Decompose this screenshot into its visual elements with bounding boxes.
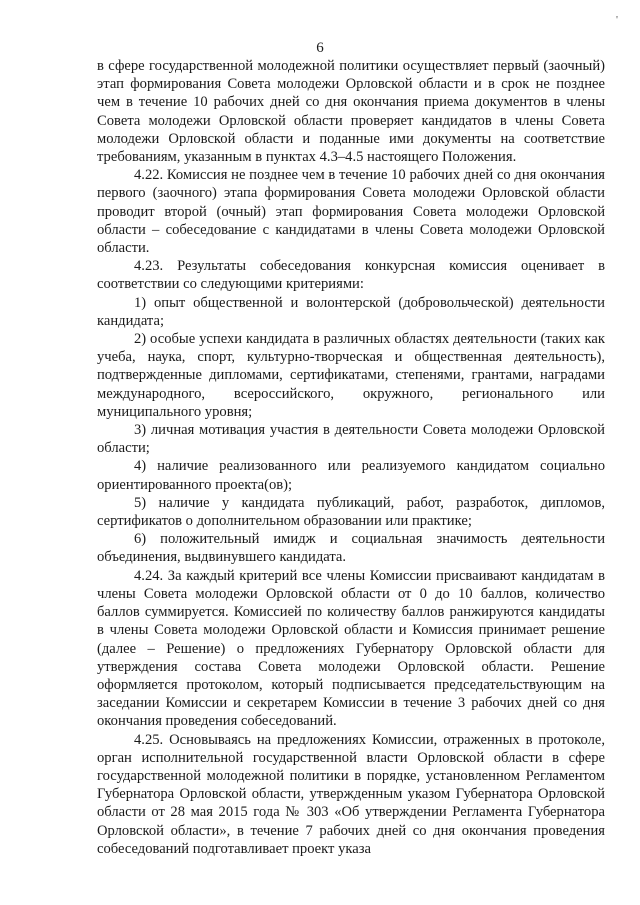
body-text	[97, 57, 605, 858]
page-number: 6	[316, 40, 324, 56]
paragraph-4-22: 4.22. Комиссия не позднее чем в течение 10 рабочих дней со дня окончания первого (заочного) этапа формирования Совета молодежи Орловской области проводит второй (очный) этап формирования Совета молодежи Орловской области – собеседование с кандидатами в члены Совета молодежи Орловской области.	[97, 167, 605, 257]
criterion-4: 4) наличие реализованного или реализуемого кандидатом социально ориентированного проекта(ов);	[97, 458, 605, 493]
criterion-3: 3) личная мотивация участия в деятельности Совета молодежи Орловской области;	[97, 422, 605, 457]
paragraph-4-23: 4.23. Результаты собеседования конкурсная комиссия оценивает в соответствии со следующими критериями:	[97, 258, 605, 293]
corner-mark: '	[616, 14, 618, 26]
paragraph-continuation: в сфере государственной молодежной политики осуществляет первый (заочный) этап формирования Совета молодежи Орловской области и в срок не позднее чем в течение 10 рабочих дней со дня окончания приема документов в члены Совета молодежи Орловской области проверяет кандидатов в члены Совета молодежи Орловской области и поданные ими документы на соответствие требованиям, указанным в пунктах 4.3–4.5 настоящего Положения.	[97, 58, 605, 166]
criterion-5: 5) наличие у кандидата публикаций, работ, разработок, дипломов, сертификатов о дополнительном образовании или практике;	[97, 494, 605, 530]
criterion-1: 1) опыт общественной и волонтерской (добровольческой) деятельности кандидата;	[97, 294, 605, 329]
paragraph-4-24: 4.24. За каждый критерий все члены Комиссии присваивают кандидатам в члены Совета молодежи Орловской области от 0 до 10 баллов, количество баллов суммируется. Комиссией по количеству баллов ранжируются кандидаты в члены Совета молодежи Орловской области и Комиссия принимает решение (далее – Решение) о предложениях Губернатору Орловской области для утверждения состава Совета молодежи Орловской области. Решение оформляется протоколом, который подписывается председательствующим на заседании Комиссии и секретарем Комиссии в течение 3 рабочих дней со дня окончания проведения собеседований.	[97, 567, 605, 730]
paragraph-4-25: 4.25. Основываясь на предложениях Комиссии, отраженных в протоколе, орган исполнительной государственной власти Орловской области в сфере государственной молодежной политики в порядке, установленном Регламентом Губернатора Орловской области, утвержденным указом Губернатора Орловской области от 28 мая 2015 года № 303 «Об утверждении Регламента Губернатора Орловской области», в течение 7 рабочих дней со дня окончания проведения собеседований подготавливает проект указа	[97, 731, 605, 857]
criterion-2: 2) особые успехи кандидата в различных областях деятельности (таких как учеба, наука, спорт, культурно-творческая и общественная деятельность), подтвержденные дипломами, сертификатами, степенями, грантами, наградами международного, всероссийского, окружного, регионального или муниципального уровня;	[97, 331, 605, 420]
criterion-6: 6) положительный имидж и социальная значимость деятельности объединения, выдвинувшего кандидата.	[97, 531, 605, 566]
